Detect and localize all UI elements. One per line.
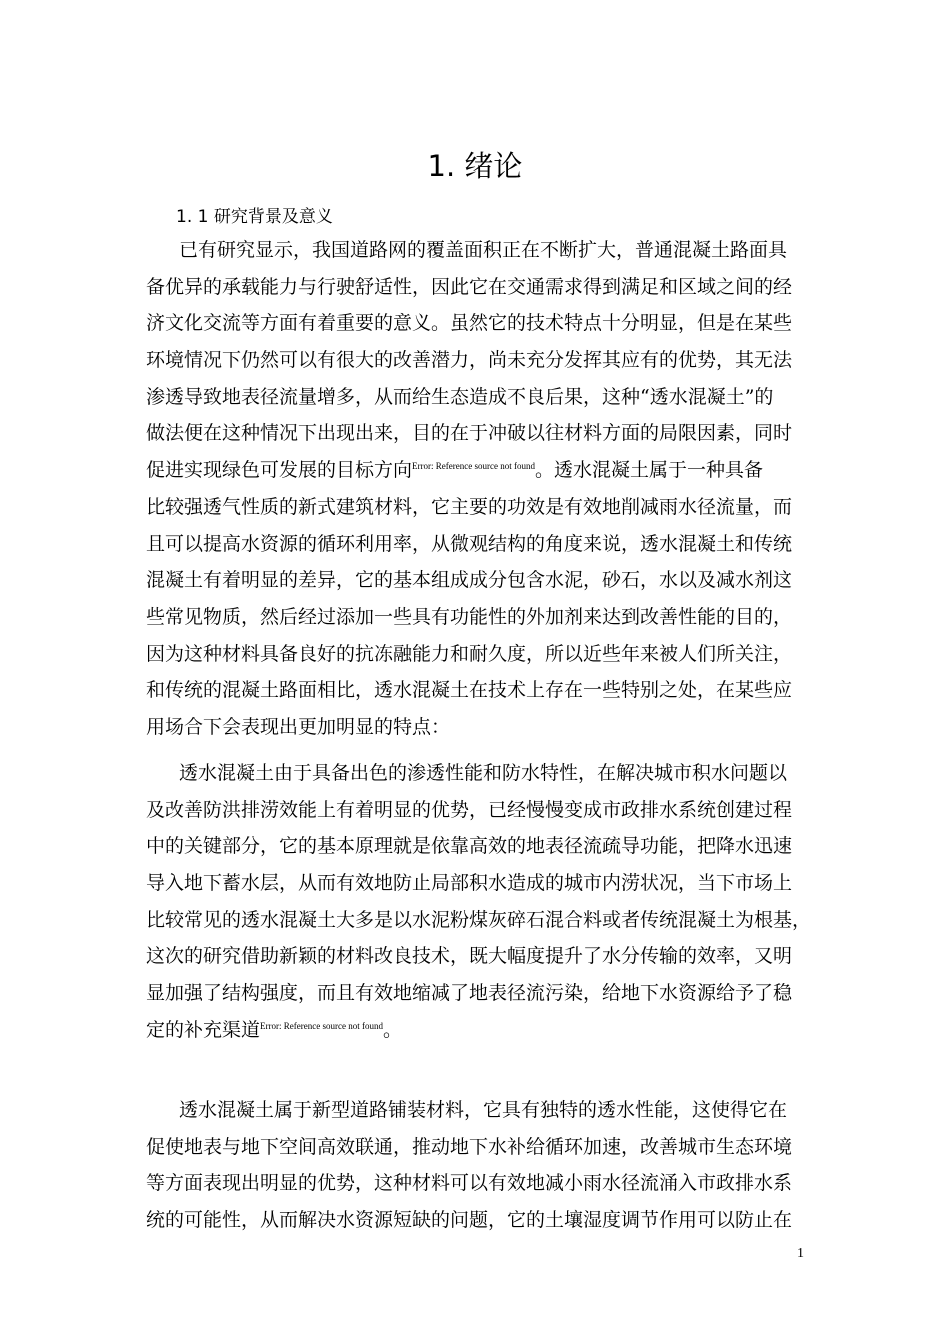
paragraph-3 bbox=[146, 1092, 826, 1239]
text-line: 些常见物质，然后经过添加一些具有功能性的外加剂来达到改善性能的目的， bbox=[146, 605, 793, 628]
text-line-with-reference bbox=[146, 1012, 826, 1049]
text-line: 导入地下蓄水层，从而有效地防止局部积水造成的城市内涝状况，当下市场上 bbox=[146, 872, 793, 895]
text-line: 促使地表与地下空间高效联通，推动地下水补给循环加速，改善城市生态环境 bbox=[146, 1135, 793, 1158]
text-line: 统的可能性，从而解决水资源短缺的问题，它的土壤湿度调节作用可以防止在 bbox=[146, 1209, 793, 1232]
reference-error-note: Error: Reference source not found bbox=[412, 461, 535, 472]
text-line: 因为这种材料具备良好的抗冻融能力和耐久度，所以近些年来被人们所关注， bbox=[146, 642, 793, 665]
text-line: 已有研究显示，我国道路网的覆盖面积正在不断扩大，普通混凝土路面具 bbox=[179, 239, 788, 261]
text-line: 环境情况下仍然可以有很大的改善潜力，尚未充分发挥其应有的优势，其无法 bbox=[146, 349, 793, 372]
paragraph-2 bbox=[146, 755, 826, 1049]
text-line: 和传统的混凝土路面相比，透水混凝土在技术上存在一些特别之处，在某些应 bbox=[146, 679, 793, 702]
text-line: 渗透导致地表径流量增多，从而给生态造成不良后果，这种“透水混凝土”的 bbox=[146, 385, 774, 408]
text-line: 备优异的承载能力与行驶舒适性，因此它在交通需求得到满足和区域之间的经 bbox=[146, 275, 793, 298]
line-text-after: 。透水混凝土属于一种具备 bbox=[534, 459, 763, 482]
text-line: 这次的研究借助新颖的材料改良技术，既大幅度提升了水分传输的效率，又明 bbox=[146, 945, 793, 968]
text-line: 及改善防洪排涝效能上有着明显的优势，已经慢慢变成市政排水系统创建过程 bbox=[146, 798, 793, 821]
text-line: 济文化交流等方面有着重要的意义。虽然它的技术特点十分明显，但是在某些 bbox=[146, 312, 793, 335]
text-line: 透水混凝土由于具备出色的渗透性能和防水特性，在解决城市积水问题以 bbox=[179, 762, 788, 784]
line-text-before: 促进实现绿色可发展的目标方向 bbox=[146, 459, 413, 482]
text-line: 用场合下会表现出更加明显的特点： bbox=[146, 715, 451, 738]
text-line: 等方面表现出明显的优势，这种材料可以有效地减小雨水径流涌入市政排水系 bbox=[146, 1172, 793, 1195]
chapter-title: 1. 绪论 bbox=[427, 149, 523, 183]
text-line-with-reference bbox=[146, 452, 826, 489]
text-line: 比较强透气性质的新式建筑材料，它主要的功效是有效地削减雨水径流量，而 bbox=[146, 495, 793, 518]
text-line: 且可以提高水资源的循环利用率，从微观结构的角度来说，透水混凝土和传统 bbox=[146, 532, 793, 555]
text-line: 透水混凝土属于新型道路铺装材料，它具有独特的透水性能，这使得它在 bbox=[179, 1099, 788, 1121]
section-heading: 1. 1 研究背景及意义 bbox=[176, 207, 333, 227]
paragraph-1 bbox=[146, 232, 826, 746]
line-text-after: 。 bbox=[382, 1018, 402, 1041]
text-line: 做法便在这种情况下出现出来，目的在于冲破以往材料方面的局限因素，同时 bbox=[146, 422, 793, 445]
line-text-before: 定的补充渠道 bbox=[146, 1018, 261, 1041]
page-number: 1 bbox=[797, 1246, 804, 1261]
text-line: 混凝土有着明显的差异，它的基本组成成分包含水泥，砂石，水以及减水剂这 bbox=[146, 569, 793, 592]
text-line: 显加强了结构强度，而且有效地缩减了地表径流污染，给地下水资源给予了稳 bbox=[146, 982, 793, 1005]
text-line: 中的关键部分，它的基本原理就是依靠高效的地表径流疏导功能，把降水迅速 bbox=[146, 835, 793, 858]
reference-error-note: Error: Reference source not found bbox=[260, 1020, 383, 1031]
text-line: 比较常见的透水混凝土大多是以水泥粉煤灰碎石混合料或者传统混凝土为根基， bbox=[146, 908, 812, 931]
